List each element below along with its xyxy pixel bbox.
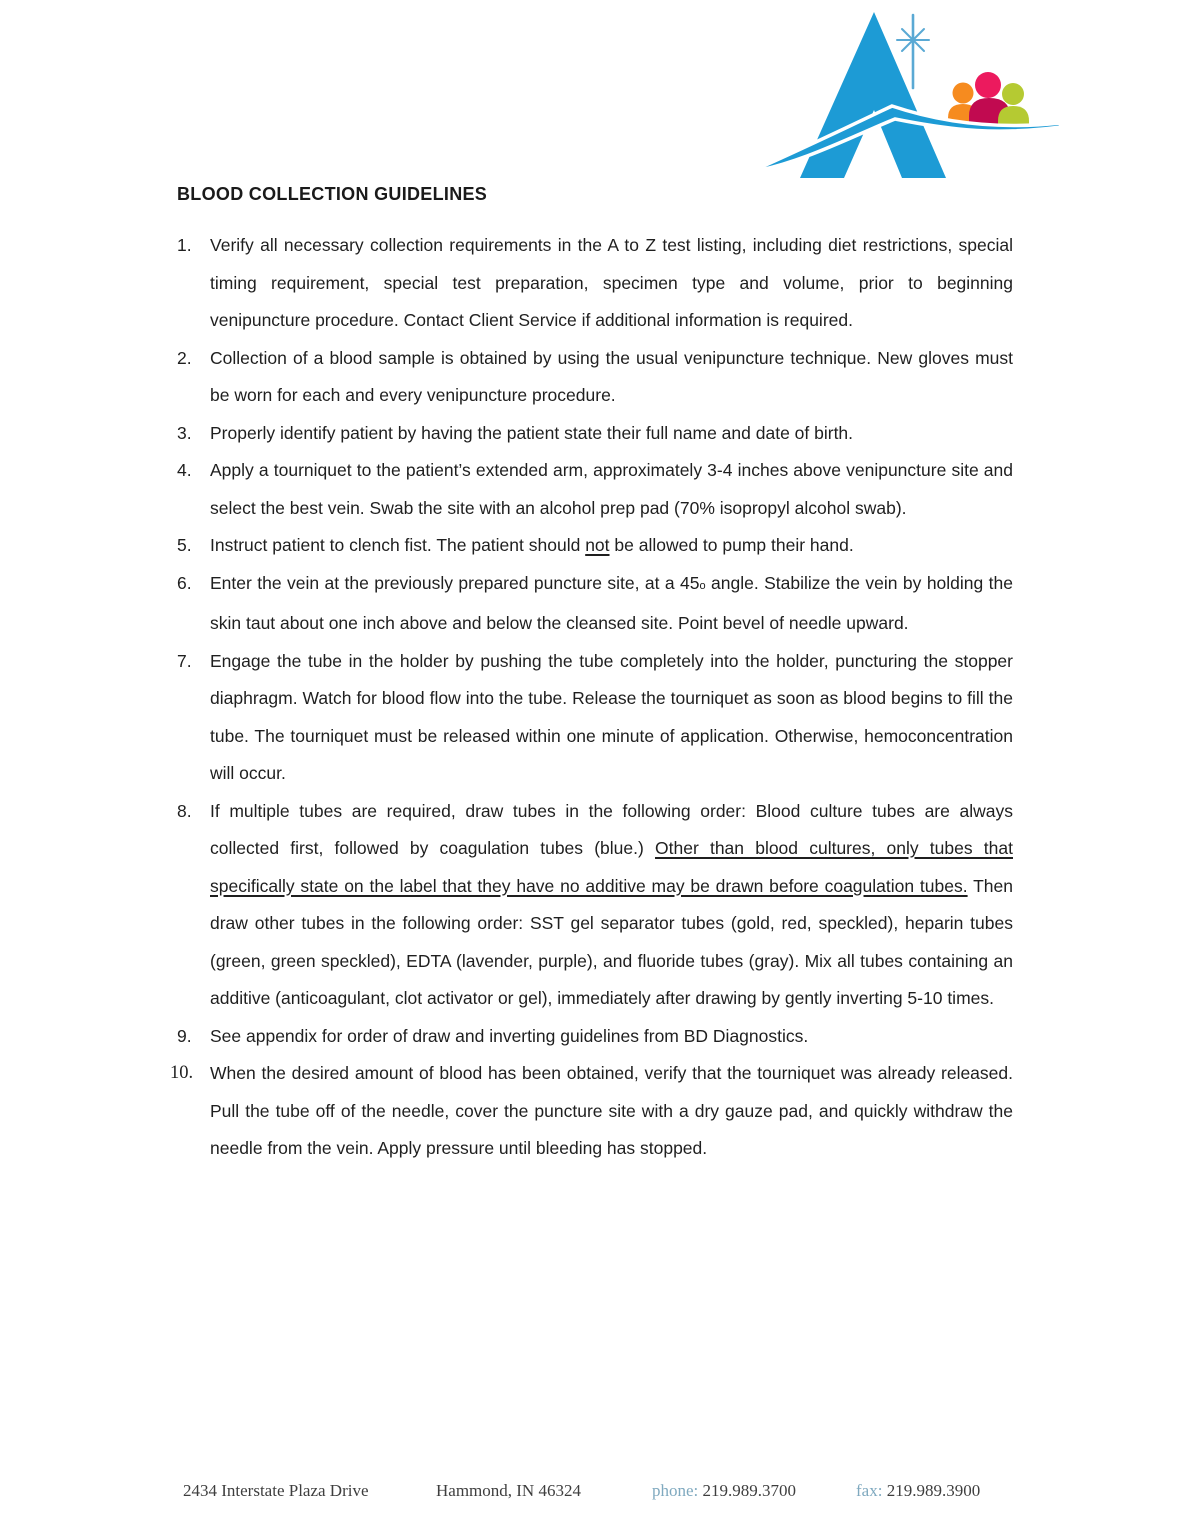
guideline-item [177, 452, 1013, 527]
guideline-item-text: be allowed to pump their hand. [609, 535, 854, 555]
guideline-item-text: Enter the vein at the previously prepared puncture site, at a 45 [210, 572, 700, 593]
footer-fax-number: 219.989.3900 [886, 1481, 981, 1500]
footer-address: 2434 Interstate Plaza Drive [183, 1481, 369, 1500]
logo-people-icon [948, 72, 1029, 150]
guideline-item-text: When the desired amount of blood has been obtained, verify that the tourniquet was already released. Pull the tube off of the needle, cover the puncture site with a dry gauze pad, and quickly withdraw the needle from the vein. Apply pressure until bleeding has stopped. [210, 1063, 1013, 1158]
guideline-item [177, 1018, 1013, 1056]
footer-city-state-zip: Hammond, IN 46324 [436, 1481, 581, 1500]
guideline-item-text: Engage the tube in the holder by pushing the tube completely into the holder, puncturing the stopper diaphragm. Watch for blood flow into the tube. Release the tourniquet as soon as blood begins to fill the tube. The tourniquet must be released within one minute of application. Otherwise, hemoconcentration will occur. [210, 650, 1013, 783]
page-title: BLOOD COLLECTION GUIDELINES [177, 184, 488, 204]
footer-phone [652, 1481, 796, 1501]
guideline-item-number: 3. [177, 422, 192, 443]
guideline-item-text: If multiple tubes are required, draw tubes in the following order: Blood culture tubes are always collected first, followed by coagulation tubes (blue.) [210, 800, 1013, 858]
guideline-item-number: 4. [177, 460, 192, 480]
guideline-item-text: Then draw other tubes in the following order: SST gel separator tubes (gold, red, speckled), heparin tubes (green, green speckled), EDTA (lavender, purple), and fluoride tubes (gray). Mix all tubes containing an additive (anticoagulant, clot activator or gel), immediately after drawing by gently inverting 5-10 times. [210, 875, 1013, 1008]
guideline-item-number: 9. [177, 1025, 192, 1046]
guideline-item [177, 643, 1013, 793]
guideline-item-text: See appendix for order of draw and inverting guidelines from BD Diagnostics. [210, 1025, 809, 1046]
footer-fax-label: fax: [856, 1481, 883, 1500]
guideline-item-number: 10. [170, 1063, 194, 1083]
guideline-item-text: o [699, 579, 706, 592]
guideline-item-number: 2. [177, 347, 192, 368]
guideline-item [170, 1055, 1013, 1168]
guideline-item-text: Verify all necessary collection requirements in the A to Z test listing, including diet restrictions, special timing requirement, special test preparation, specimen type and volume, prior to beginning venipuncture procedure. Contact Client Service if additional information is required. [210, 235, 1013, 330]
guideline-item-number: 1. [177, 235, 192, 255]
guideline-item-text: Properly identify patient by having the patient state their full name and date of birth. [210, 422, 854, 443]
guideline-item-text: Collection of a blood sample is obtained by using the usual venipuncture technique. New gloves must be worn for each and every venipuncture procedure. [210, 347, 1013, 405]
footer-phone-number: 219.989.3700 [702, 1481, 797, 1500]
logo-person-green [998, 83, 1029, 150]
footer-phone-label: phone: [652, 1481, 699, 1500]
guideline-item [177, 415, 1013, 453]
guideline-item [177, 340, 1013, 415]
guideline-item-text: Instruct patient to clench fist. The patient should [210, 535, 586, 555]
guidelines-list [170, 227, 1013, 1168]
guideline-item-number: 7. [177, 650, 192, 671]
guideline-item [177, 793, 1013, 1018]
footer-fax [856, 1481, 980, 1501]
company-logo [730, 0, 1070, 190]
guideline-item-text: Other than blood cultures, only tubes that specifically state on the label that they have no additive may be drawn before coagulation tubes. [210, 838, 1013, 896]
footer [0, 1481, 1187, 1511]
guideline-item [177, 565, 1013, 643]
guideline-item-text: angle. Stabilize the vein by holding the skin taut about one inch above and below the cleansed site. Point bevel of needle upward. [210, 572, 1013, 633]
guideline-item-text: Apply a tourniquet to the patient’s extended arm, approximately 3-4 inches above venipuncture site and select the best vein. Swab the site with an alcohol prep pad (70% isopropyl alcohol swab). [210, 460, 1013, 518]
guideline-item-number: 6. [177, 572, 192, 593]
guideline-item-number: 5. [177, 535, 192, 555]
logo-letter-a-icon [800, 12, 946, 178]
guideline-item [177, 227, 1013, 340]
guideline-item-text: not [585, 535, 610, 555]
guideline-item-number: 8. [177, 800, 192, 821]
guideline-item [177, 527, 1013, 565]
